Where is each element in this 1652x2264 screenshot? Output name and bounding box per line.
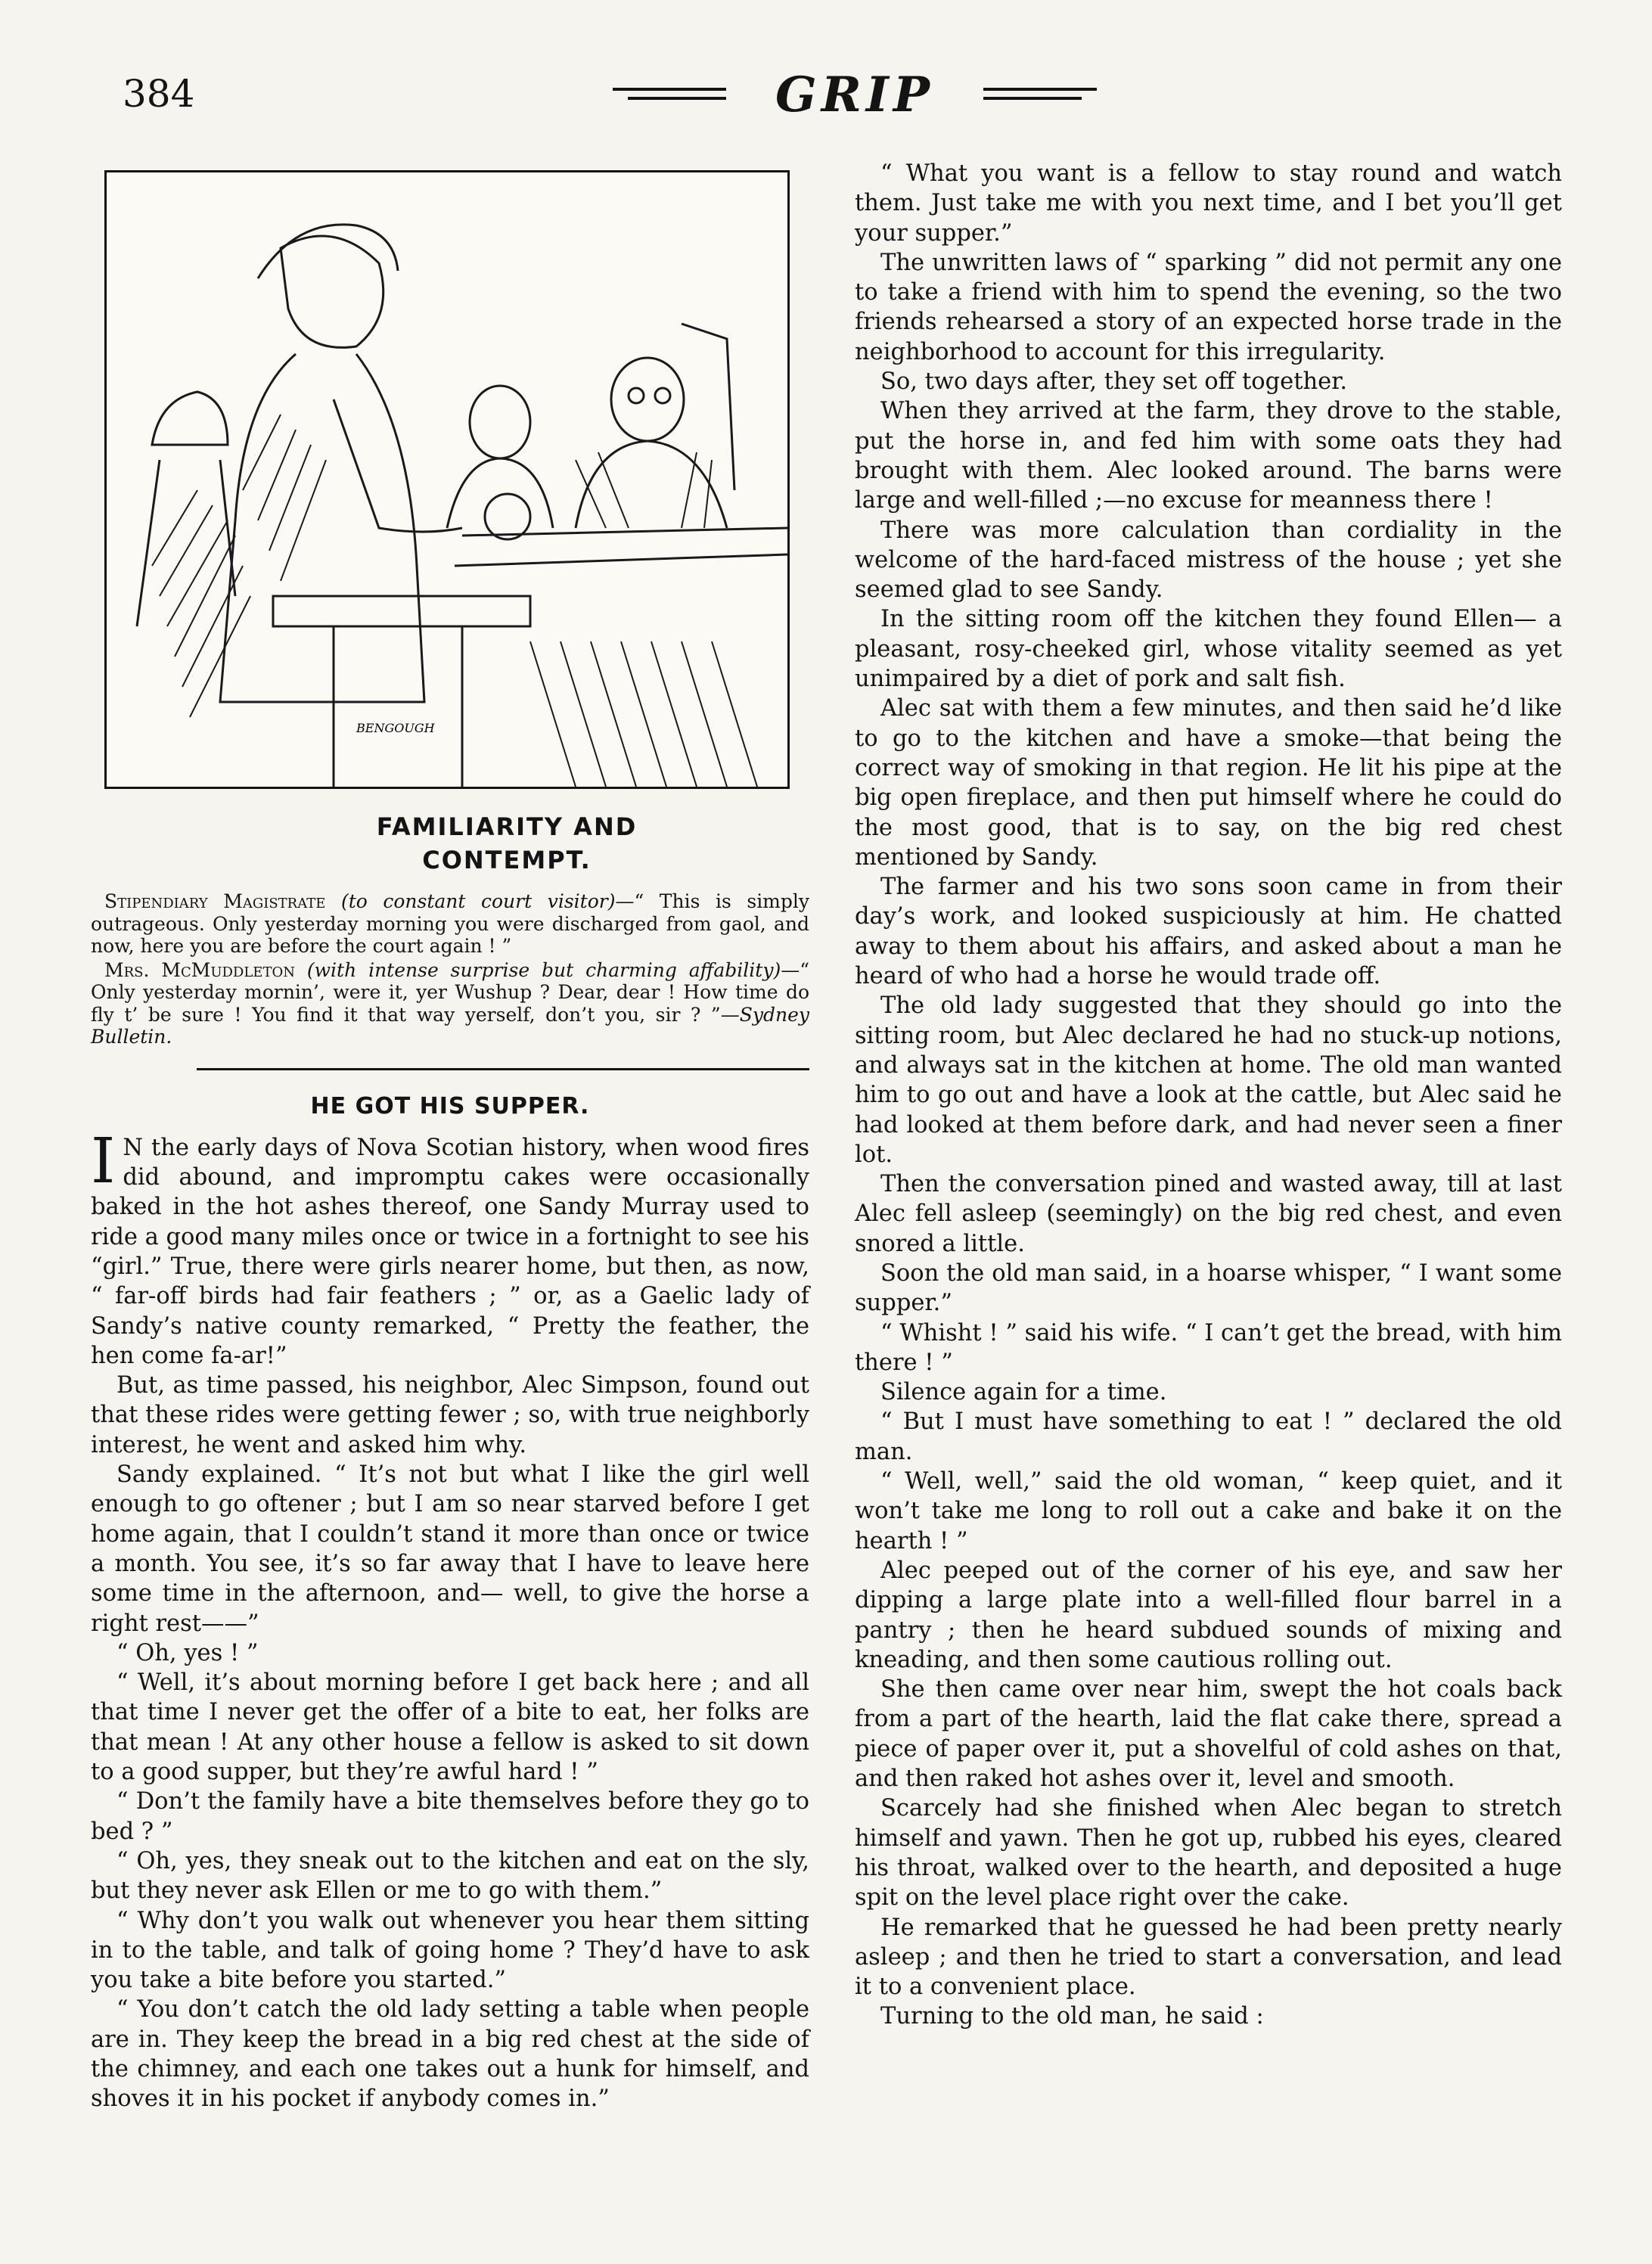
article-paragraph: Alec sat with them a few minutes, and then said he’d like to go to the kitchen and have a smoke—that being the correct way of smoking in that region. He lit his pipe at the big open fireplace, and then put himself where he could do the most good, that is to say, on the big red chest mentioned by Sandy.: [855, 695, 1562, 871]
masthead: [613, 67, 1097, 127]
dialogue-line: Mrs. McMuddleton (with intense surprise but charming affability)—“ Only yesterday mornin’, were it, yer Wushup ? Dear, dear ! How time do fly t’ be sure ! You find it that way yerself, don’t you, sir ? ”—Sydney Bulletin.: [91, 958, 809, 1048]
courtroom-cartoon: [107, 172, 787, 787]
article-paragraph: In the sitting room off the kitchen they found Ellen— a pleasant, rosy-cheeked girl, whose vitality seemed as yet unimpaired by a diet of pork and salt fish.: [855, 606, 1562, 693]
article-paragraph: “ Why don’t you walk out whenever you hear them sitting in to the table, and talk of going home ? They’d have to ask you take a bite before you started.”: [91, 1907, 809, 1994]
article-paragraph: I N the early days of Nova Scotian history, when wood fires did abound, and impromptu cakes were occasionally baked in the hot ashes thereof, one Sandy Murray used to ride a good many miles once or twice in a fortnight to see his “girl.” True, there were girls nearer home, but then, as now, “ far-off birds had fair feathers ; ” or, as a Gaelic lady of Sandy’s native county remarked, “ Pretty the feather, the hen come fa-ar!”: [91, 1125, 809, 1369]
cartoon-illustration: [104, 170, 790, 789]
article-paragraph: “ But I must have something to eat ! ” declared the old man.: [855, 1408, 1562, 1465]
artist-signature: BENGOUGH: [356, 721, 435, 735]
article-paragraph: “ Don’t the family have a bite themselves before they go to bed ? ”: [91, 1788, 809, 1845]
drop-cap: I: [91, 1125, 116, 1197]
left-column: [91, 159, 809, 2114]
right-column: [855, 159, 1562, 2032]
article-paragraph: Soon the old man said, in a hoarse whisper, “ I want some supper.”: [855, 1259, 1562, 1317]
article-paragraph: So, two days after, they set off together.: [880, 368, 1348, 396]
article-paragraph: Scarcely had she finished when Alec began to stretch himself and yawn. Then he got up, rubbed his eyes, cleared his throat, walked over to the hearth, and deposited a huge spit on the level place right over the cake.: [855, 1795, 1562, 1912]
article-paragraph: “ Whisht ! ” said his wife. “ I can’t get the bread, with him there ! ”: [855, 1319, 1562, 1376]
cartoon-dialogue: [91, 890, 809, 1048]
article-paragraph: The old lady suggested that they should go into the sitting room, but Alec declared he had no stuck-up notions, and always sat in the kitchen at home. The old man wanted him to go out and have a look at the cattle, but Alec said he had looked at them before dark, and had never seen a finer lot.: [855, 992, 1562, 1168]
article-paragraph: “ Well, well,” said the old woman, “ keep quiet, and it won’t take me long to roll out a cake and bake it on the hearth ! ”: [855, 1468, 1562, 1554]
article-paragraph: There was more calculation than cordiality in the welcome of the hard-faced mistress of the house ; yet she seemed glad to see Sandy.: [855, 517, 1562, 604]
page-number: 384: [123, 72, 195, 116]
article-paragraph: “ Oh, yes, they sneak out to the kitchen and eat on the sly, but they never ask Ellen or me to go with them.”: [91, 1847, 809, 1905]
dialogue-line: Stipendiary Magistrate (to constant court visitor)—“ This is simply outrageous. Only yesterday morning you were discharged from gaol, and now, here you are before the court again ! ”: [91, 890, 810, 957]
article-paragraph: The farmer and his two sons soon came in from their day’s work, and looked suspiciously at him. He chatted away to them about his affairs, and asked about a man he heard of who had a horse he would trade off.: [855, 874, 1562, 990]
article-paragraph: Turning to the old man, he said :: [880, 2003, 1264, 2030]
masthead-title: GRIP: [775, 67, 934, 123]
article-paragraph: Sandy explained. “ It’s not but what I like the girl well enough to go oftener ; but I am so near starved before I get home again, that I couldn’t stand it more than once or twice a month. You see, it’s so far away that I have to leave here some time in the afternoon, and— well, to give the horse a right rest——”: [91, 1461, 809, 1637]
article-paragraph: When they arrived at the farm, they drove to the stable, put the horse in, and fed him with some oats they had brought with them. Alec looked around. The barns were large and well-filled ;—no excuse for meanness there !: [855, 398, 1562, 514]
cartoon-caption-title: FAMILIARITY AND CONTEMPT.: [376, 812, 638, 874]
article-paragraph: He remarked that he guessed he had been pretty nearly asleep ; and then he tried to start a conversation, and lead it to a convenient place.: [855, 1914, 1562, 2001]
source-credit: —Sydney Bulletin.: [91, 1003, 809, 1048]
article-paragraph: Alec peeped out of the corner of his eye, and saw her dipping a large plate into a well-filled flour barrel in a pantry ; then he heard subdued sounds of mixing and kneading, and then some cautious rolling out.: [855, 1557, 1562, 1673]
page-header: [0, 0, 1652, 151]
article-paragraph: “ Oh, yes ! ”: [116, 1639, 259, 1666]
article-paragraph: The unwritten laws of “ sparking ” did not permit any one to take a friend with him to spend the evening, so the two friends rehearsed a story of an expected horse trade in the neighborhood to account for this irregularity.: [855, 249, 1562, 365]
article-title: HE GOT HIS SUPPER.: [310, 1092, 590, 1120]
section-divider: [197, 1068, 809, 1070]
article-paragraph: “ You don’t catch the old lady setting a table when people are in. They keep the bread in a big red chest at the side of the chimney, and each one takes out a hunk for himself, and shoves it in his pocket if anybody comes in.”: [91, 1996, 809, 2113]
article-paragraph: “ Well, it’s about morning before I get back here ; and all that time I never get the offer of a bite to eat, her folks are that mean ! At any other house a fellow is asked to sit down to a good supper, but they’re awful hard ! ”: [91, 1669, 809, 1786]
article-paragraph: Silence again for a time.: [880, 1379, 1167, 1406]
article-paragraph: She then came over near him, swept the hot coals back from a part of the hearth, laid the flat cake there, spread a piece of paper over it, put a shovelful of cold ashes on that, and then raked hot ashes over it, level and smooth.: [855, 1676, 1562, 1793]
article-paragraph: “ What you want is a fellow to stay round and watch them. Just take me with you next time, and I bet you’ll get your supper.”: [855, 160, 1562, 247]
article-paragraph: Then the conversation pined and wasted away, till at last Alec fell asleep (seemingly) on the big red chest, and even snored a little.: [855, 1171, 1562, 1257]
article-paragraph: But, as time passed, his neighbor, Alec Simpson, found out that these rides were getting fewer ; so, with true neighborly interest, he went and asked him why.: [91, 1372, 809, 1458]
